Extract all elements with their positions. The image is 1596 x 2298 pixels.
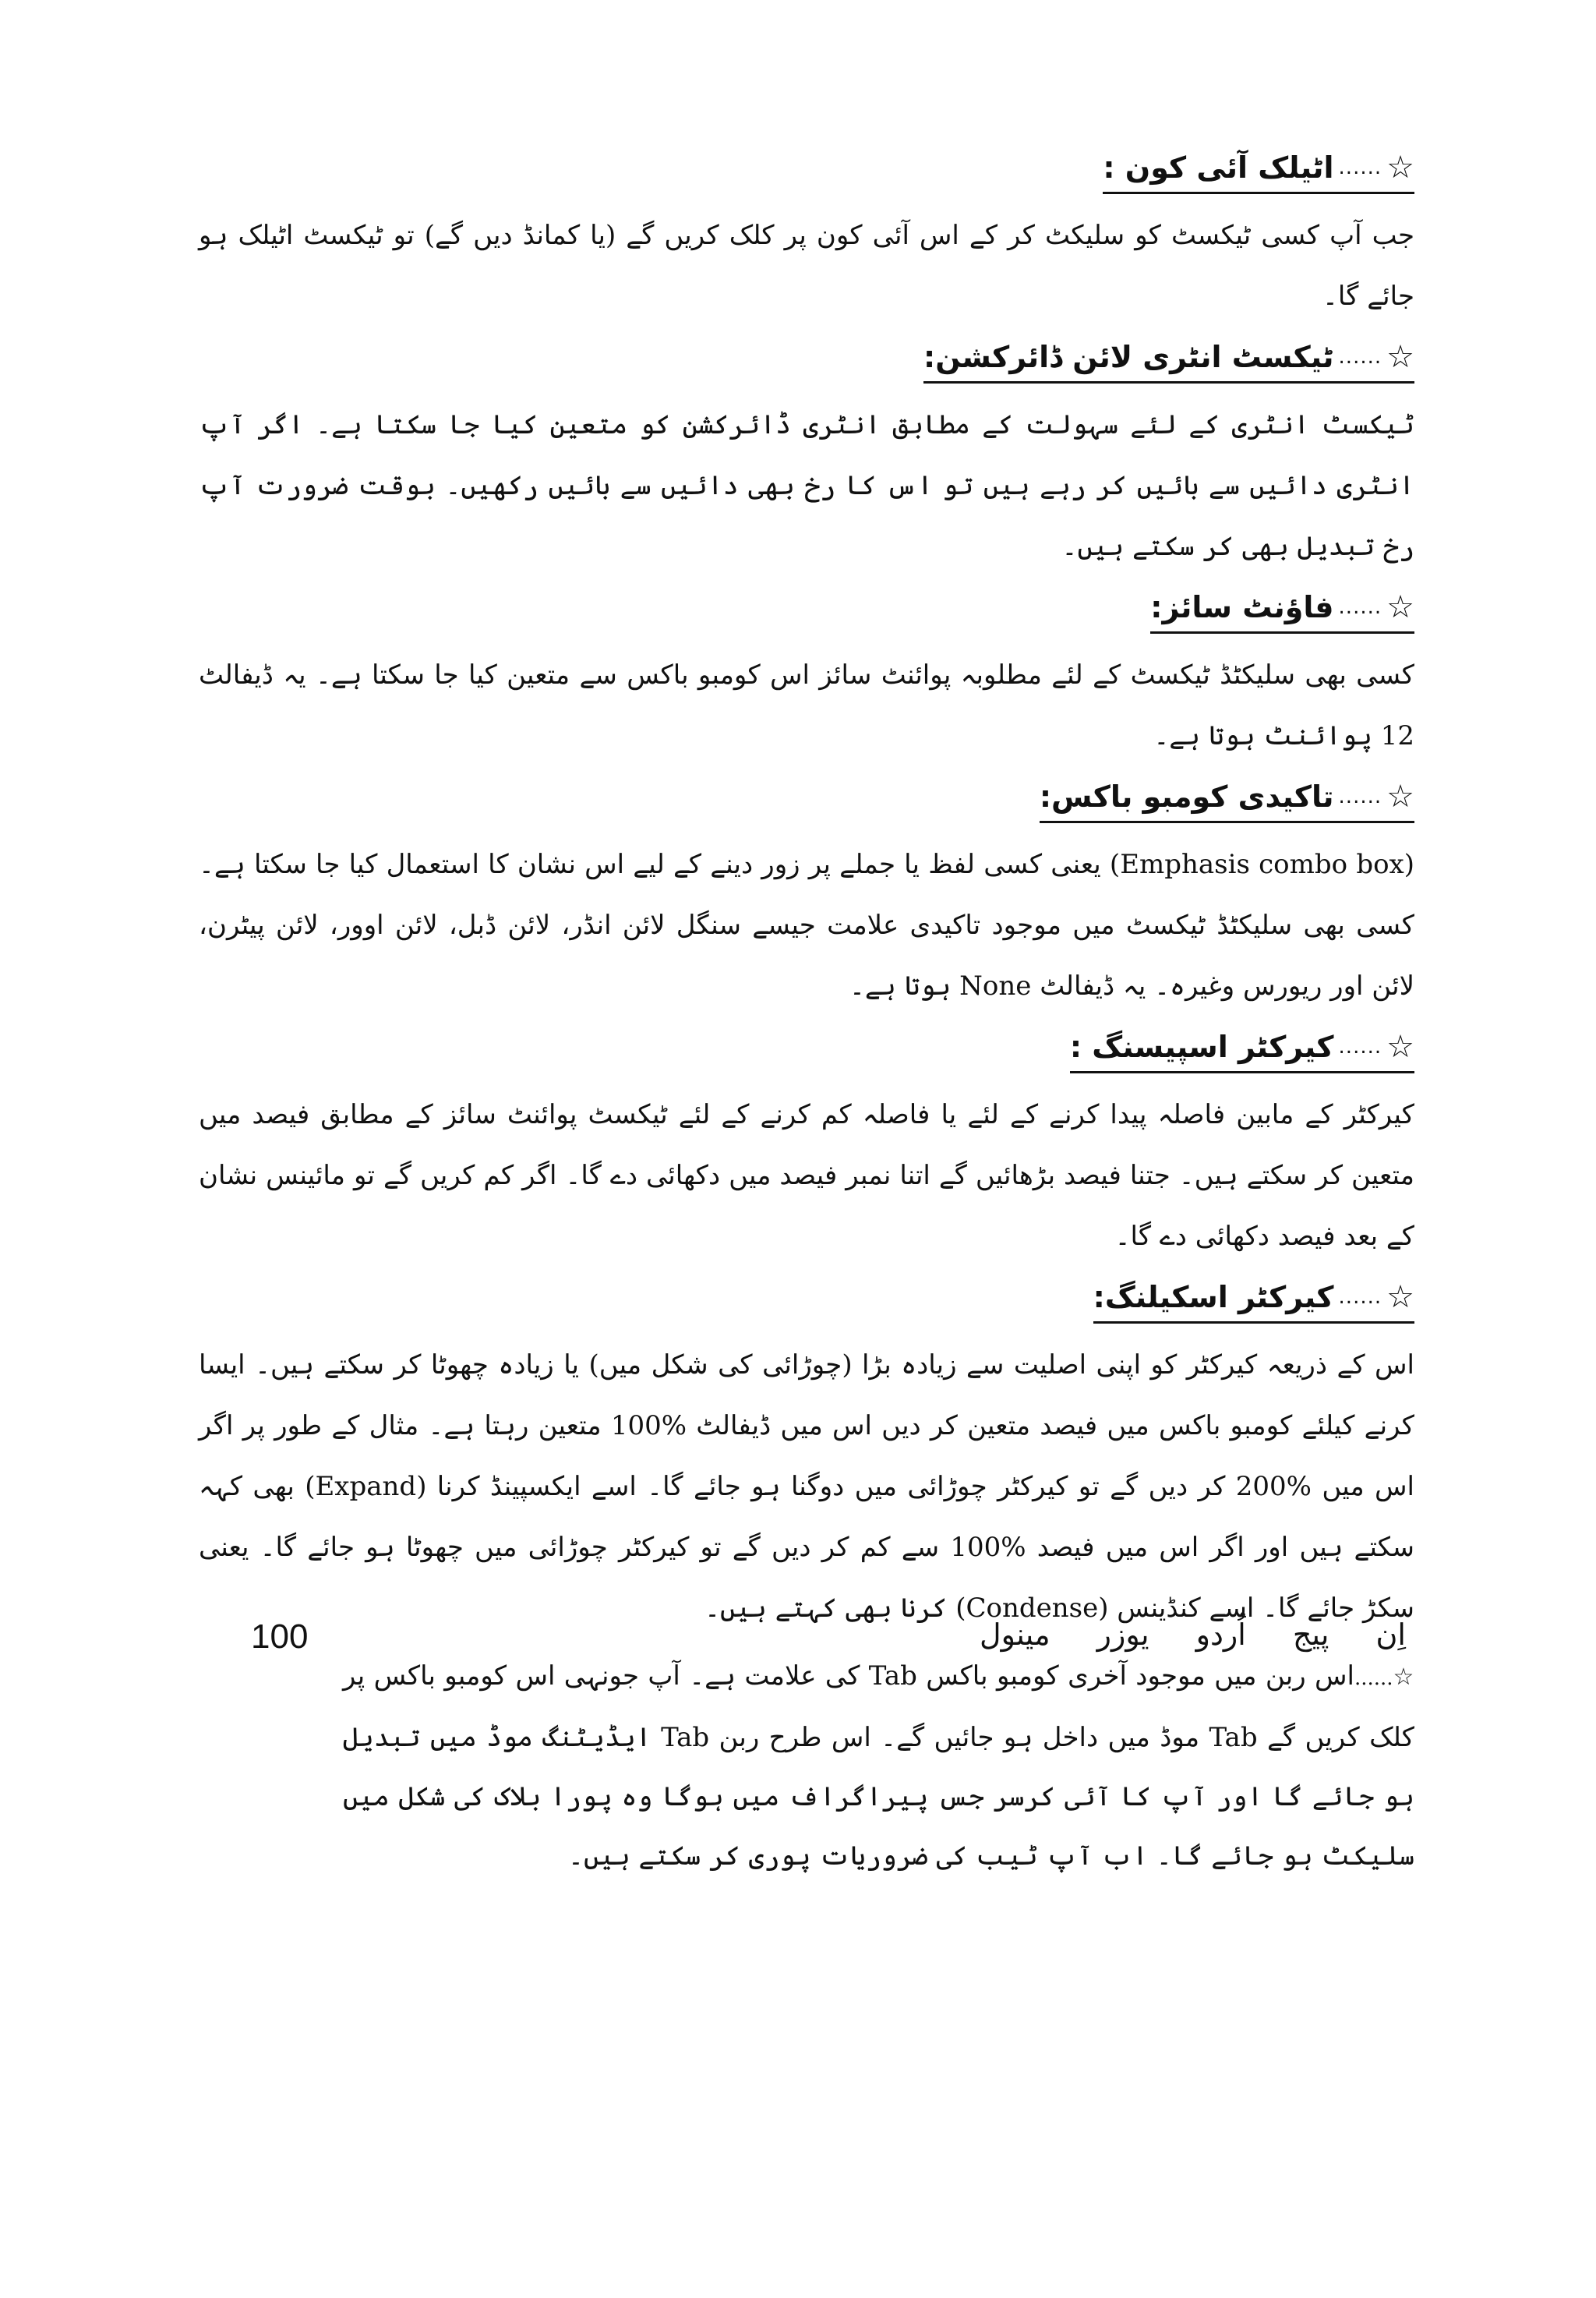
heading-text: تاکیدی کومبو باکس:: [1039, 780, 1334, 814]
heading-text: ٹیکسٹ انٹری لائن ڈائرکشن:: [923, 340, 1334, 374]
section-heading: [199, 1275, 1414, 1324]
paragraph: (Emphasis combo box) یعنی کسی لفظ یا جملے پر زور دینے کے لیے اس نشان کا استعمال کیا جا سکتا ہے۔ کسی بھی سلیکٹڈ ٹیکسٹ میں موجود تاکیدی علامت جیسے سنگل لائن انڈر، لائن ڈبل، لائن اوور، لائن پیٹرن، لائن اور ریورس وغیرہ۔ یہ ڈیفالٹ None ہوتا ہے۔: [199, 849, 1414, 1002]
section-heading: [199, 1024, 1414, 1073]
page-footer: [0, 1617, 1596, 1680]
page-number: 100: [251, 1617, 309, 1656]
section-character-spacing: [199, 1024, 1414, 1267]
heading-underlined: [1093, 1275, 1414, 1324]
note-text: اس ربن میں موجود آخری کومبو باکس Tab کی علامت ہے۔ آپ جونہی اس کومبو باکس پر کلک کریں گے Tab موڈ میں داخل ہو جائیں گے۔ اس طرح ربن Tab ایڈیٹنگ موڈ میں تبدیل ہو جائے گا اور آپ کا آئی کرسر جس پیراگراف میں ہوگا وہ پورا بلاک کی شکل میں سلیکٹ ہو جائے گا۔ اب آپ ٹیب کی ضروریات پوری کر سکتے ہیں۔: [343, 1660, 1414, 1872]
section-heading: [199, 334, 1414, 384]
section-font-size: [199, 585, 1414, 766]
section-character-scaling: [199, 1275, 1414, 1639]
star-icon: ☆: [1386, 589, 1414, 625]
paragraph: جب آپ کسی ٹیکسٹ کو سلیکٹ کر کے اس آئی کون پر کلک کریں گے (یا کمانڈ دیں گے) تو ٹیکسٹ اٹیلک ہو جائے گا۔: [199, 220, 1414, 312]
section-text-entry-direction: [199, 334, 1414, 577]
heading-underlined: [1040, 774, 1414, 823]
heading-underlined: [1070, 1024, 1414, 1073]
heading-text: کیرکٹر اسکیلنگ:: [1093, 1280, 1334, 1314]
paragraph: کسی بھی سلیکٹڈ ٹیکسٹ کے لئے مطلوبہ پوائنٹ سائز اس کومبو باکس سے متعین کیا جا سکتا ہے۔ یہ ڈیفالٹ 12 پوائنٹ ہوتا ہے۔: [199, 659, 1414, 751]
star-icon: ☆: [1386, 150, 1414, 186]
section-italic-icon: [199, 145, 1414, 327]
heading-underlined: [1150, 585, 1414, 634]
star-icon: ☆: [1386, 779, 1414, 815]
leader-dots: ......: [1354, 1667, 1393, 1690]
leader-dots: ......: [1338, 785, 1382, 808]
heading-underlined: [923, 334, 1414, 384]
section-heading: [199, 585, 1414, 634]
star-icon: ☆: [1386, 1029, 1414, 1065]
star-icon: ☆: [1386, 339, 1414, 375]
heading-underlined: [1103, 145, 1414, 194]
star-icon: ☆: [1386, 1279, 1414, 1315]
leader-dots: ......: [1338, 1285, 1382, 1309]
star-icon: ☆: [1393, 1663, 1414, 1691]
section-heading: [199, 774, 1414, 823]
heading-text: اٹیلک آئی کون :: [1103, 150, 1334, 185]
paragraph: ٹیکسٹ انٹری کے لئے سہولت کے مطابق انٹری ڈائرکشن کو متعین کیا جا سکتا ہے۔ اگر آپ انٹری دائیں سے بائیں کر رہے ہیں تو اس کا رخ بھی دائیں سے بائیں رکھیں۔ بوقت ضرورت آپ رخ تبدیل بھی کر سکتے ہیں۔: [199, 409, 1414, 562]
paragraph: اس کے ذریعہ کیرکٹر کو اپنی اصلیت سے زیادہ بڑا (چوڑائی کی شکل میں) یا زیادہ چھوٹا کر سکتے ہیں۔ ایسا کرنے کیلئے کومبو باکس میں فیصد متعین کر دیں اس میں ڈیفالٹ %100 متعین رہتا ہے۔ مثال کے طور پر اگر اس میں %200 کر دیں گے تو کیرکٹر چوڑائی میں دوگنا ہو جائے گا۔ اسے ایکسپینڈ کرنا (Expand) بھی کہہ سکتے ہیں اور اگر اس میں فیصد %100 سے کم کر دیں گے تو کیرکٹر چوڑائی میں چھوٹا ہو جائے گا۔ یعنی سکڑ جائے گا۔ اسے کنڈینس (Condense) کرنا بھی کہتے ہیں۔: [199, 1349, 1415, 1624]
paragraph: کیرکٹر کے مابین فاصلہ پیدا کرنے کے لئے یا فاصلہ کم کرنے کے لئے ٹیکسٹ پوائنٹ سائز کے مطابق فیصد میں متعین کر سکتے ہیں۔ جتنا فیصد بڑھائیں گے اتنا نمبر فیصد میں دکھائی دے گا۔ اگر کم کریں گے تو مائینس نشان کے بعد فیصد دکھائی دے گا۔: [199, 1099, 1414, 1252]
tab-note: [343, 1646, 1414, 1886]
section-emphasis-combo: [199, 774, 1414, 1016]
leader-dots: ......: [1338, 156, 1382, 179]
leader-dots: ......: [1338, 345, 1382, 369]
heading-text: فاؤنٹ سائز:: [1150, 590, 1334, 624]
leader-dots: ......: [1338, 1035, 1382, 1059]
section-heading: [199, 145, 1414, 194]
leader-dots: ......: [1338, 596, 1382, 619]
heading-text: کیرکٹر اسپیسنگ :: [1069, 1030, 1334, 1064]
footer-title: اِن پیج اُردو یوزر مینول: [980, 1617, 1406, 1652]
